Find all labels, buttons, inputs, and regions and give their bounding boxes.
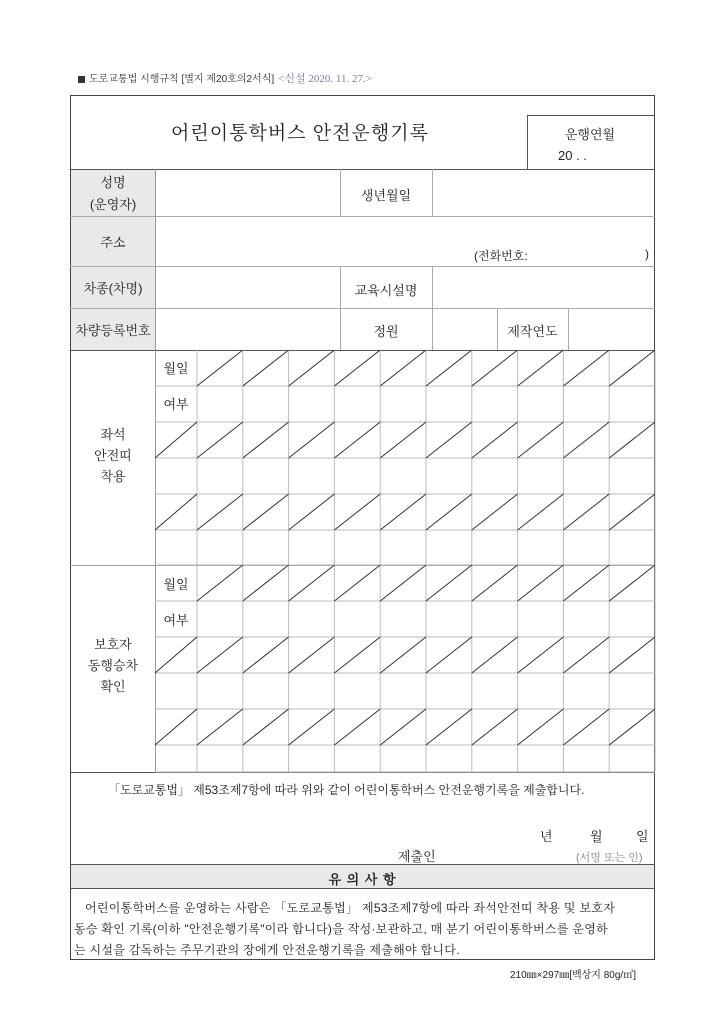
date-slash-mark (243, 494, 289, 530)
date-slash-mark (563, 637, 609, 673)
date-slash-mark (155, 637, 197, 673)
form-reference-label: 도로교통법 시행규칙 [별지 제20호의2서식] (89, 74, 275, 85)
date-slash-mark (289, 709, 335, 745)
phone-close: ) (645, 247, 649, 261)
date-slash-mark (563, 422, 609, 458)
date-slash-mark (289, 350, 335, 386)
date-slash-mark (334, 494, 380, 530)
guardian-date-label: 월일 (163, 577, 189, 592)
date-slash-mark (289, 637, 335, 673)
date-slash-mark (472, 494, 518, 530)
declaration-year: 년 (540, 829, 553, 844)
date-slash-mark (609, 350, 655, 386)
sign-label: (서명 또는 인) (576, 852, 643, 864)
declaration-statement: 「도로교통법」 제53조제7항에 따라 위와 같이 어린이통학버스 안전운행기록을 제출합니다. (108, 783, 585, 797)
operating-month-value: 20 . . (558, 148, 587, 163)
guardian-title-line1: 보호자 (94, 637, 132, 652)
date-slash-mark (197, 422, 243, 458)
date-slash-mark (609, 565, 655, 601)
guardian-title-line3: 확인 (100, 679, 126, 694)
date-slash-mark (243, 565, 289, 601)
operating-month-label: 운행연월 (564, 127, 616, 142)
notice-line-1: 어린이통학버스를 운영하는 사람은 「도로교통법」 제53조제7항에 따라 좌석안전띠 착용 및 보호자 (85, 901, 616, 915)
date-slash-mark (334, 565, 380, 601)
date-slash-mark (334, 350, 380, 386)
date-slash-mark (197, 709, 243, 745)
declaration-month: 월 (590, 829, 603, 844)
submitter-label: 제출인 (398, 849, 436, 864)
date-slash-mark (155, 422, 197, 458)
date-slash-mark (518, 637, 564, 673)
date-slash-mark (380, 350, 426, 386)
seatbelt-title-line1: 좌석 (100, 427, 126, 442)
date-slash-mark (243, 350, 289, 386)
date-slash-mark (426, 422, 472, 458)
date-slash-mark (289, 565, 335, 601)
seatbelt-date-label: 월일 (163, 361, 189, 376)
date-slash-mark (380, 422, 426, 458)
capacity-label: 정원 (373, 324, 399, 339)
date-slash-mark (472, 422, 518, 458)
date-slash-mark (472, 709, 518, 745)
date-slash-mark (426, 350, 472, 386)
date-slash-mark (518, 709, 564, 745)
date-slash-mark (563, 494, 609, 530)
year-label: 제작연도 (507, 324, 558, 339)
date-slash-mark (609, 494, 655, 530)
guardian-status-label: 여부 (163, 613, 189, 628)
date-slash-mark (155, 709, 197, 745)
date-slash-mark (426, 637, 472, 673)
date-slash-mark (380, 494, 426, 530)
institution-label: 교육시설명 (354, 283, 418, 298)
date-slash-mark (334, 422, 380, 458)
date-slash-mark (426, 565, 472, 601)
date-slash-mark (243, 637, 289, 673)
date-slash-mark (472, 637, 518, 673)
birth-label: 생년월일 (360, 188, 412, 203)
date-slash-mark (243, 709, 289, 745)
date-slash-mark (472, 565, 518, 601)
date-slash-mark (518, 422, 564, 458)
date-slash-mark (518, 350, 564, 386)
date-slash-mark (197, 637, 243, 673)
declaration-day: 일 (636, 829, 649, 844)
date-slash-mark (380, 709, 426, 745)
form-title: 어린이통학버스 안전운행기록 (171, 123, 429, 144)
seatbelt-status-label: 여부 (163, 397, 189, 412)
vehicle-type-label: 차종(차명) (83, 281, 143, 296)
date-slash-mark (380, 637, 426, 673)
paper-size-note: 210㎜×297㎜[백상지 80g/㎡] (510, 970, 636, 981)
notice-header: 유 의 사 항 (328, 872, 397, 887)
date-slash-mark (197, 565, 243, 601)
date-slash-mark (472, 350, 518, 386)
date-slash-mark (380, 565, 426, 601)
form-revision-date: <신설 2020. 11. 27.> (278, 73, 372, 85)
date-slash-mark (563, 565, 609, 601)
date-slash-mark (609, 637, 655, 673)
name-label-line2: (운영자) (89, 197, 137, 212)
address-label: 주소 (100, 235, 126, 250)
date-slash-mark (289, 422, 335, 458)
date-slash-mark (426, 494, 472, 530)
date-slash-mark (518, 565, 564, 601)
date-slash-mark (563, 709, 609, 745)
date-slash-mark (334, 637, 380, 673)
date-slash-mark (289, 494, 335, 530)
date-slash-mark (563, 350, 609, 386)
date-slash-mark (155, 494, 197, 530)
date-slash-mark (426, 709, 472, 745)
date-slash-mark (609, 709, 655, 745)
date-slash-mark (609, 422, 655, 458)
name-label-line1: 성명 (100, 175, 126, 190)
date-slash-mark (197, 494, 243, 530)
date-slash-mark (518, 494, 564, 530)
registration-label: 차량등록번호 (75, 323, 151, 338)
date-slash-mark (334, 709, 380, 745)
notice-line-3: 는 시설을 감독하는 주무기관의 장에게 안전운행기록을 제출해야 합니다. (74, 943, 460, 957)
date-slash-mark (197, 350, 243, 386)
seatbelt-title-line2: 안전띠 (94, 448, 132, 463)
date-slash-mark (243, 422, 289, 458)
guardian-title-line2: 동행승차 (87, 658, 139, 673)
phone-label: (전화번호: (474, 249, 528, 263)
seatbelt-title-line3: 착용 (100, 469, 126, 484)
notice-line-2: 동승 확인 기록(이하 "안전운행기록"이라 합니다)을 작성·보관하고, 매 분기 어린이통학버스를 운영하 (74, 922, 609, 936)
